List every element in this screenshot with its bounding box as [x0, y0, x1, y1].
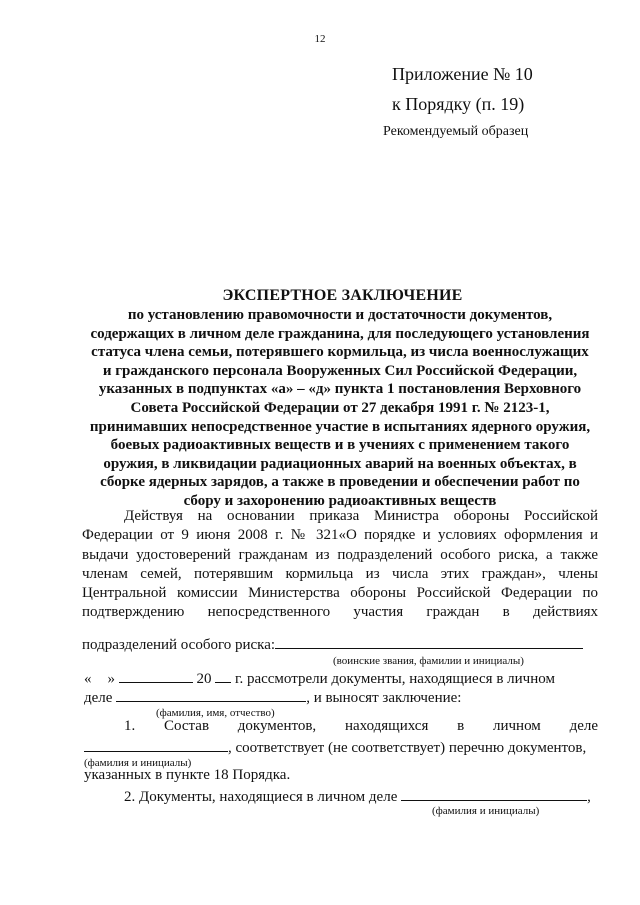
- sample-label: Рекомендуемый образец: [383, 124, 529, 139]
- members-hint: (воинские звания, фамилии и инициалы): [333, 655, 524, 667]
- item-1-line-2: [84, 737, 586, 757]
- fam-hint-2: (фамилия и инициалы): [432, 805, 540, 817]
- item-1-fam-blank[interactable]: [84, 737, 228, 752]
- body-line: Федерации от 9 июня 2008 г. № 321«О порядке и условиях оформления и: [82, 527, 598, 544]
- item-1-word: личном: [493, 718, 541, 734]
- date-open-quote: «: [84, 671, 92, 687]
- members-label: подразделений особого риска:: [82, 637, 276, 653]
- item-1-word: находящихся: [344, 718, 429, 734]
- item-2-fam-blank[interactable]: [401, 786, 587, 801]
- item-2-text: 2. Документы, находящиеся в личном деле: [124, 789, 398, 805]
- item-1-text: , соответствует (не соответствует) перечню документов,: [228, 740, 587, 756]
- date-line: [84, 668, 555, 688]
- date-year-blank[interactable]: [215, 668, 231, 683]
- body-line: членам семей, потерявшим кормильца из числа этих граждан», члены: [82, 565, 598, 582]
- item-2-line: [124, 786, 591, 806]
- delo-prefix: деле: [84, 690, 113, 706]
- members-line: [82, 634, 583, 654]
- body-line: выдачи удостоверений гражданам из подразделений особого риска, а также: [82, 546, 598, 563]
- subtitle-line: Совета Российской Федерации от 27 декабря 1991 г. № 2123-1,: [130, 399, 550, 416]
- subtitle-line: принимавших непосредственное участие в испытаниях ядерного оружия,: [89, 418, 591, 435]
- page-number: 12: [314, 33, 326, 45]
- subtitle-line: оружия, в ликвидации радиационных аварий на военных объектах, в: [103, 455, 577, 472]
- body-paragraph: [82, 507, 598, 623]
- annex-label: Приложение № 10: [392, 64, 533, 84]
- date-year: 20: [196, 671, 212, 687]
- subtitle-line: статуса члена семьи, потерявшего кормильца, из числа военнослужащих: [91, 344, 589, 361]
- item-1-word: 1.: [124, 718, 136, 734]
- item-1-line-3: указанных в пункте 18 Порядка.: [84, 767, 291, 783]
- item-1-word: в: [457, 718, 465, 734]
- subtitle-line: боевых радиоактивных веществ и в учениях с применением такого: [110, 437, 570, 454]
- subtitle-line: содержащих в личном деле гражданина, для последующего установления: [90, 325, 590, 342]
- subtitle-line: сборке ядерных зарядов, а также в проведении и обеспечении работ по: [100, 474, 580, 491]
- body-line: подтверждению непосредственного участия граждан в действиях: [82, 604, 598, 621]
- delo-line: [84, 687, 461, 707]
- members-blank[interactable]: [275, 634, 583, 649]
- subtitle-line: сбору и захоронению радиоактивных веществ: [183, 492, 497, 509]
- fio-hint: (фамилия, имя, отчество): [156, 707, 275, 719]
- annex-reference: к Порядку (п. 19): [392, 94, 525, 114]
- subtitle-line: и гражданского персонала Вооруженных Сил Российской Федерации,: [102, 362, 578, 379]
- item-1-word: Состав: [164, 718, 210, 734]
- delo-fio-blank[interactable]: [116, 687, 306, 702]
- item-2-end: ,: [587, 789, 591, 805]
- body-line: Центральной комиссии Министерства обороны Российской Федерации по: [82, 585, 598, 602]
- document-subtitle: [80, 306, 600, 511]
- date-month-blank[interactable]: [119, 668, 193, 683]
- date-suffix: г. рассмотрели документы, находящиеся в личном: [235, 671, 555, 687]
- body-line: Действуя на основании приказа Министра обороны Российской: [124, 508, 598, 524]
- fam-hint-1: (фамилия и инициалы): [84, 757, 192, 769]
- document-title: ЭКСПЕРТНОЕ ЗАКЛЮЧЕНИЕ: [222, 287, 463, 304]
- subtitle-line: указанных в подпунктах «а» – «д» пункта 1 постановления Верховного: [98, 381, 582, 398]
- item-1-word: документов,: [237, 718, 317, 734]
- date-close-quote: »: [107, 671, 115, 687]
- item-1-word: деле: [569, 718, 598, 734]
- subtitle-line: по установлению правомочности и достаточности документов,: [127, 307, 553, 323]
- delo-suffix: , и выносят заключение:: [306, 690, 462, 706]
- item-1-line: [124, 718, 598, 735]
